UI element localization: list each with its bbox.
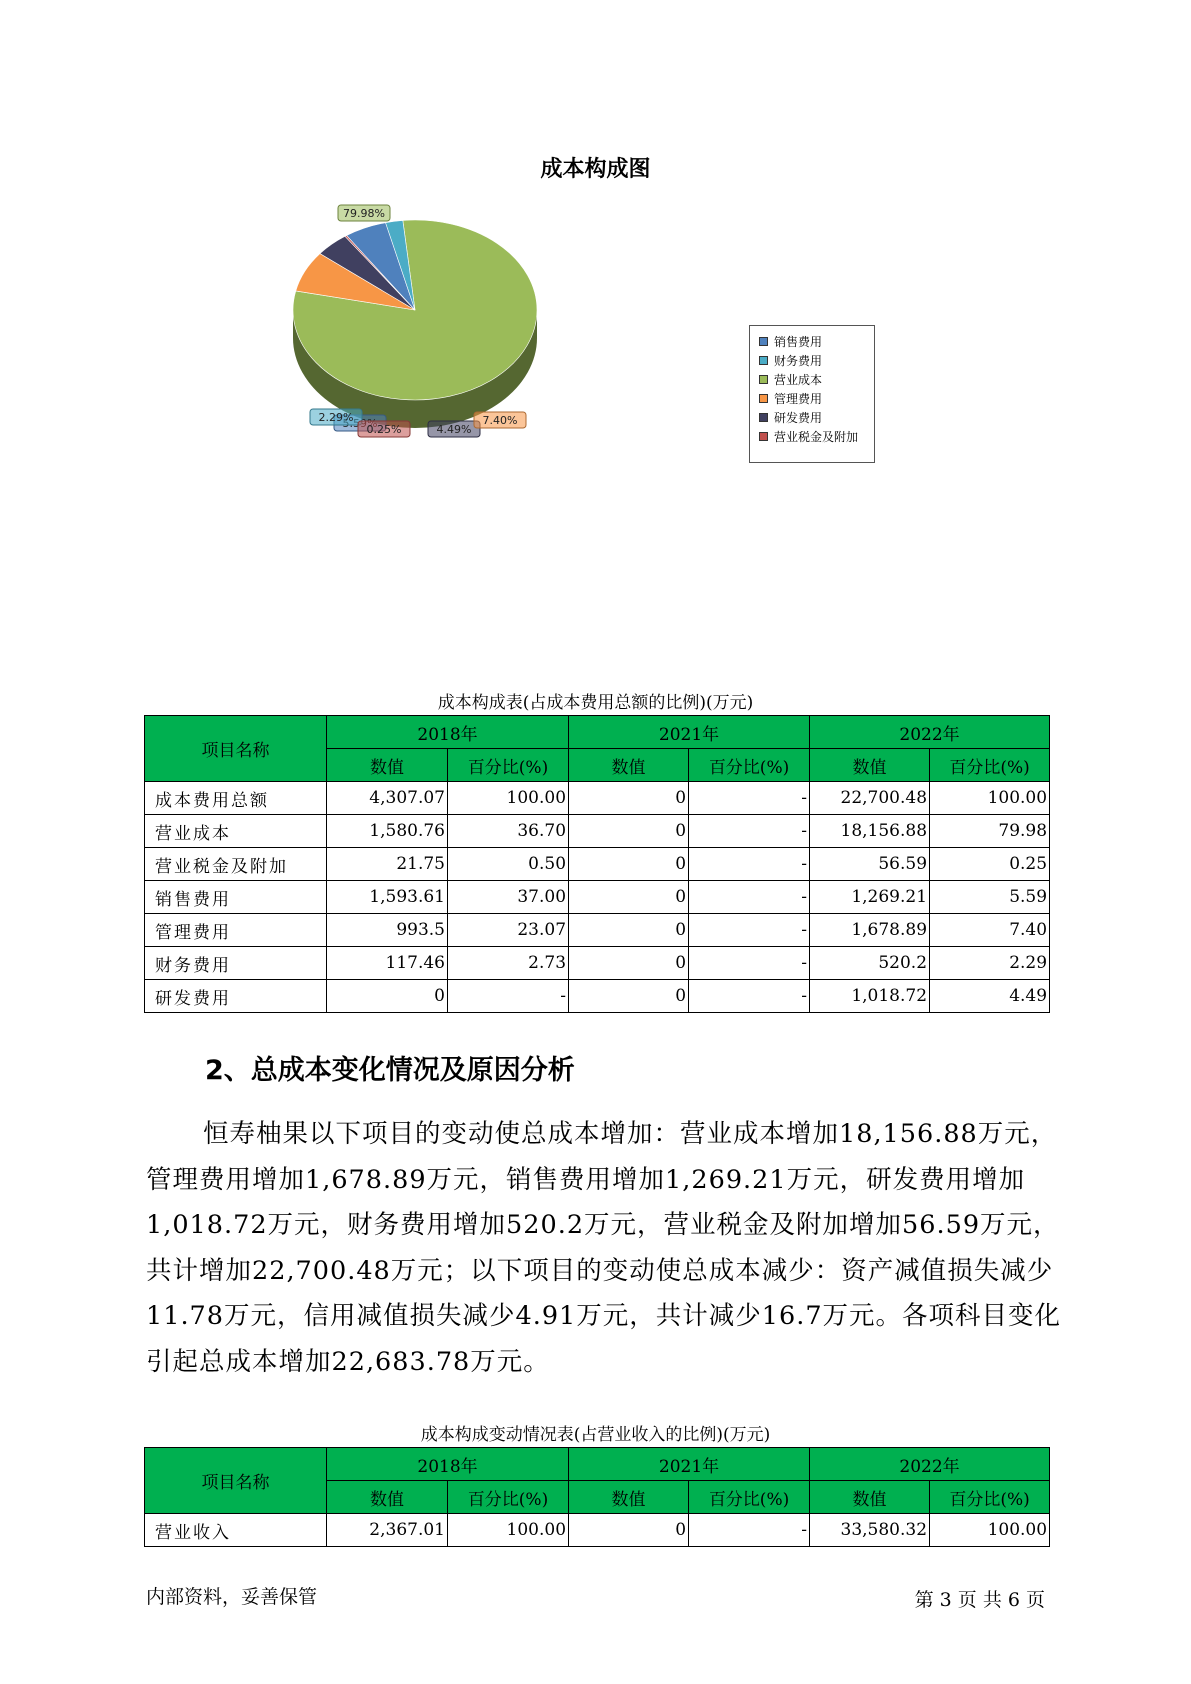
table-cell: 100.00 [448,1514,569,1547]
header-year-2021: 2021年 [569,1448,810,1481]
header-pct: 百分比(%) [448,1481,569,1514]
table-cell: 117.46 [327,947,448,980]
legend-label: 管理费用 [774,392,823,406]
table-cell: 1,269.21 [810,881,930,914]
table-cell: 36.70 [448,815,569,848]
table-row [145,815,1050,848]
table-cell: - [689,1514,810,1547]
table-cell: - [689,914,810,947]
table-cell: 4,307.07 [327,782,448,815]
table-row [145,980,1050,1013]
table-row [145,947,1050,980]
table2-caption: 成本构成变动情况表(占营业收入的比例)(万元) [420,1425,771,1445]
table-cell: - [689,881,810,914]
table-cell: 0 [569,881,689,914]
footer-confidential: 内部资料，妥善保管 [146,1586,318,1608]
table-cell: 18,156.88 [810,815,930,848]
header-value: 数值 [327,749,448,782]
table-cell: - [689,947,810,980]
footer-page-number: 第 3 页 共 6 页 [914,1589,1045,1611]
pie-data-label [428,421,480,437]
pie-data-label [338,205,390,221]
pie-data-label [474,412,526,428]
table-cell: 0 [569,848,689,881]
header-value: 数值 [810,1481,930,1514]
legend-item [750,389,874,408]
cost-structure-table [144,715,1050,1013]
header-item-name: 项目名称 [145,716,327,782]
chart-legend [749,325,875,463]
legend-label: 营业税金及附加 [774,430,859,444]
pie-label-text: 7.40% [482,414,518,427]
table-cell: 520.2 [810,947,930,980]
header-value: 数值 [810,749,930,782]
table-cell: 1,593.61 [327,881,448,914]
header-value: 数值 [569,1481,689,1514]
header-pct: 百分比(%) [448,749,569,782]
table-cell: 37.00 [448,881,569,914]
table-cell: 7.40 [930,914,1050,947]
table-row [145,848,1050,881]
table-cell: 0.25 [930,848,1050,881]
table-row [145,881,1050,914]
table-cell: 0 [569,980,689,1013]
legend-item [750,370,874,389]
analysis-paragraph: 恒寿柚果以下项目的变动使总成本增加：营业成本增加18,156.88万元，管理费用增加1,678.89万元，销售费用增加1,269.21万元，研发费用增加1,018.72万元，财务费用增加520.2万元，营业税金及附加增加56.59万元，共计增加22,700.48万元；以下项目的变动使总成本减少：资产减值损失减少11.78万元，信用减值损失减少4.91万元，共计减少16.7万元。各项科目变化引起总成本增加22,683.78万元。 [146,1119,1062,1377]
row-label: 营业税金及附加 [145,848,327,881]
table-cell: 79.98 [930,815,1050,848]
table-cell: 21.75 [327,848,448,881]
pie-label-text: 2.29% [318,411,354,424]
table-cell: 22,700.48 [810,782,930,815]
pie-data-label [358,421,410,437]
row-label: 销售费用 [145,881,327,914]
row-label: 营业成本 [145,815,327,848]
header-year-2022: 2022年 [810,716,1050,749]
header-pct: 百分比(%) [930,1481,1050,1514]
chart-title: 成本构成图 [540,157,651,182]
header-year-2022: 2022年 [810,1448,1050,1481]
table-cell: - [448,980,569,1013]
pie-data-label [310,409,362,425]
legend-item [750,351,874,370]
header-year-2018: 2018年 [327,1448,569,1481]
table-cell: 0 [569,947,689,980]
header-pct: 百分比(%) [930,749,1050,782]
legend-label: 研发费用 [774,411,823,425]
legend-item [750,427,874,446]
row-label: 财务费用 [145,947,327,980]
table-cell: 56.59 [810,848,930,881]
table-cell: - [689,980,810,1013]
legend-swatch [759,356,768,365]
legend-swatch [759,375,768,384]
header-year-2021: 2021年 [569,716,810,749]
table-cell: 0 [569,914,689,947]
table-cell: 100.00 [930,1514,1050,1547]
table-cell: 2.73 [448,947,569,980]
header-pct: 百分比(%) [689,1481,810,1514]
legend-item [750,332,874,351]
table-cell: - [689,782,810,815]
table-cell: 0.50 [448,848,569,881]
table-cell: 993.5 [327,914,448,947]
table-cell: - [689,815,810,848]
table-cell: 100.00 [930,782,1050,815]
table1-caption: 成本构成表(占成本费用总额的比例)(万元) [437,693,754,713]
table-cell: 5.59 [930,881,1050,914]
legend-item [750,408,874,427]
table-cell: 0 [327,980,448,1013]
legend-label: 营业成本 [774,373,823,387]
table-cell: 0 [569,782,689,815]
cost-change-table [144,1447,1050,1547]
table-cell: 2.29 [930,947,1050,980]
table-cell: 0 [569,815,689,848]
row-label: 管理费用 [145,914,327,947]
header-item-name: 项目名称 [145,1448,327,1514]
row-label: 成本费用总额 [145,782,327,815]
header-value: 数值 [569,749,689,782]
row-label: 研发费用 [145,980,327,1013]
table-cell: 33,580.32 [810,1514,930,1547]
row-label: 营业收入 [145,1514,327,1547]
pie-label-text: 79.98% [343,207,385,220]
table-cell: 1,678.89 [810,914,930,947]
legend-label: 财务费用 [774,354,823,368]
table-cell: 23.07 [448,914,569,947]
table-row [145,914,1050,947]
legend-label: 销售费用 [774,335,823,349]
section-heading: 2、总成本变化情况及原因分析 [205,1055,575,1086]
legend-swatch [759,413,768,422]
table-row [145,1514,1050,1547]
table-cell: 0 [569,1514,689,1547]
legend-swatch [759,337,768,346]
table-cell: 100.00 [448,782,569,815]
header-value: 数值 [327,1481,448,1514]
pie-chart [290,200,570,470]
header-pct: 百分比(%) [689,749,810,782]
table-cell: 1,018.72 [810,980,930,1013]
header-year-2018: 2018年 [327,716,569,749]
pie-label-text: 0.25% [366,423,402,436]
table-cell: - [689,848,810,881]
pie-label-text: 4.49% [436,423,472,436]
table-cell: 1,580.76 [327,815,448,848]
table-cell: 2,367.01 [327,1514,448,1547]
legend-swatch [759,394,768,403]
legend-swatch [759,432,768,441]
table-row [145,782,1050,815]
table-cell: 4.49 [930,980,1050,1013]
